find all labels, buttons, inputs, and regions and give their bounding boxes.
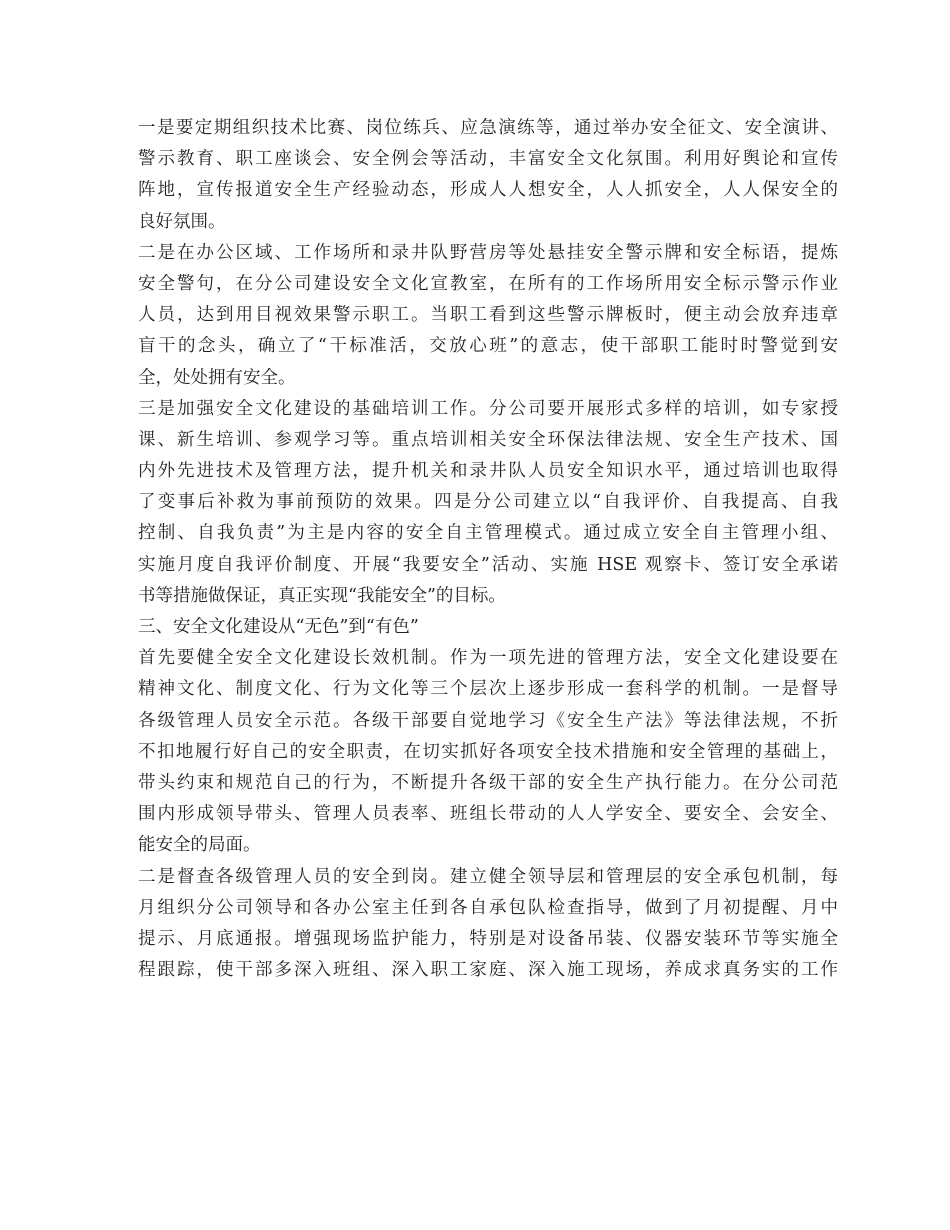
- text-line: 二是在办公区域、工作场所和录井队野营房等处悬挂安全警示牌和安全标语，提炼: [138, 242, 838, 263]
- text-line: 控制、自我负责”为主是内容的安全自主管理模式。通过成立安全自主管理小组、: [138, 523, 838, 544]
- text-line: 不扣地履行好自己的安全职责，在切实抓好各项安全技术措施和安全管理的基础上，: [138, 741, 838, 762]
- text-line: 围内形成领导带头、管理人员表率、班组长带动的人人学安全、要安全、会安全、: [138, 804, 838, 825]
- text-line: 带头约束和规范自己的行为，不断提升各级干部的安全生产执行能力。在分公司范: [138, 772, 838, 793]
- text-line: 提示、月底通报。增强现场监护能力，特别是对设备吊装、仪器安装环节等实施全: [138, 928, 838, 949]
- text-line: 课、新生培训、参观学习等。重点培训相关安全环保法律法规、安全生产技术、国: [138, 429, 838, 450]
- text-line: 实施月度自我评价制度、开展“我要安全”活动、实施 HSE 观察卡、签订安全承诺: [138, 554, 838, 575]
- text-line: 程跟踪，使干部多深入班组、深入职工家庭、深入施工现场，养成求真务实的工作: [138, 960, 838, 981]
- text-line: 阵地，宣传报道安全生产经验动态，形成人人想安全，人人抓安全，人人保安全的: [138, 180, 838, 201]
- text-line: 盲干的念头，确立了“干标准活，交放心班”的意志，使干部职工能时时警觉到安: [138, 336, 838, 357]
- section-heading: 三、安全文化建设从“无色”到“有色”: [138, 617, 419, 637]
- text-line: 安全警句，在分公司建设安全文化宣教室，在所有的工作场所用安全标示警示作业: [138, 273, 838, 294]
- text-line: 全，处处拥有安全。: [138, 367, 296, 388]
- text-line: 各级管理人员安全示范。各级干部要自觉地学习《安全生产法》等法律法规，不折: [138, 710, 838, 731]
- text-line: 二是督查各级管理人员的安全到岗。建立健全领导层和管理层的安全承包机制，每: [138, 866, 838, 887]
- document-body: [138, 113, 838, 986]
- text-line: 三是加强安全文化建设的基础培训工作。分公司要开展形式多样的培训，如专家授: [138, 398, 838, 419]
- text-line: 良好氛围。: [138, 211, 226, 232]
- text-line: 能安全的局面。: [138, 835, 261, 856]
- text-line: 首先要健全安全文化建设长效机制。作为一项先进的管理方法，安全文化建设要在: [138, 648, 838, 669]
- text-line: 了变事后补救为事前预防的效果。四是分公司建立以“自我评价、自我提高、自我: [138, 492, 838, 513]
- text-line: 警示教育、职工座谈会、安全例会等活动，丰富安全文化氛围。利用好舆论和宣传: [138, 149, 838, 170]
- text-line: 人员，达到用目视效果警示职工。当职工看到这些警示牌板时，便主动会放弃违章: [138, 305, 838, 326]
- text-line: 一是要定期组织技术比赛、岗位练兵、应急演练等，通过举办安全征文、安全演讲、: [138, 118, 838, 138]
- text-line: 精神文化、制度文化、行为文化等三个层次上逐步形成一套科学的机制。一是督导: [138, 679, 838, 700]
- text-line: 内外先进技术及管理方法，提升机关和录井队人员安全知识水平，通过培训也取得: [138, 461, 838, 482]
- text-line: 月组织分公司领导和各办公室主任到各自承包队检查指导，做到了月初提醒、月中: [138, 897, 838, 918]
- text-line: 书等措施做保证，真正实现“我能安全”的目标。: [138, 585, 506, 606]
